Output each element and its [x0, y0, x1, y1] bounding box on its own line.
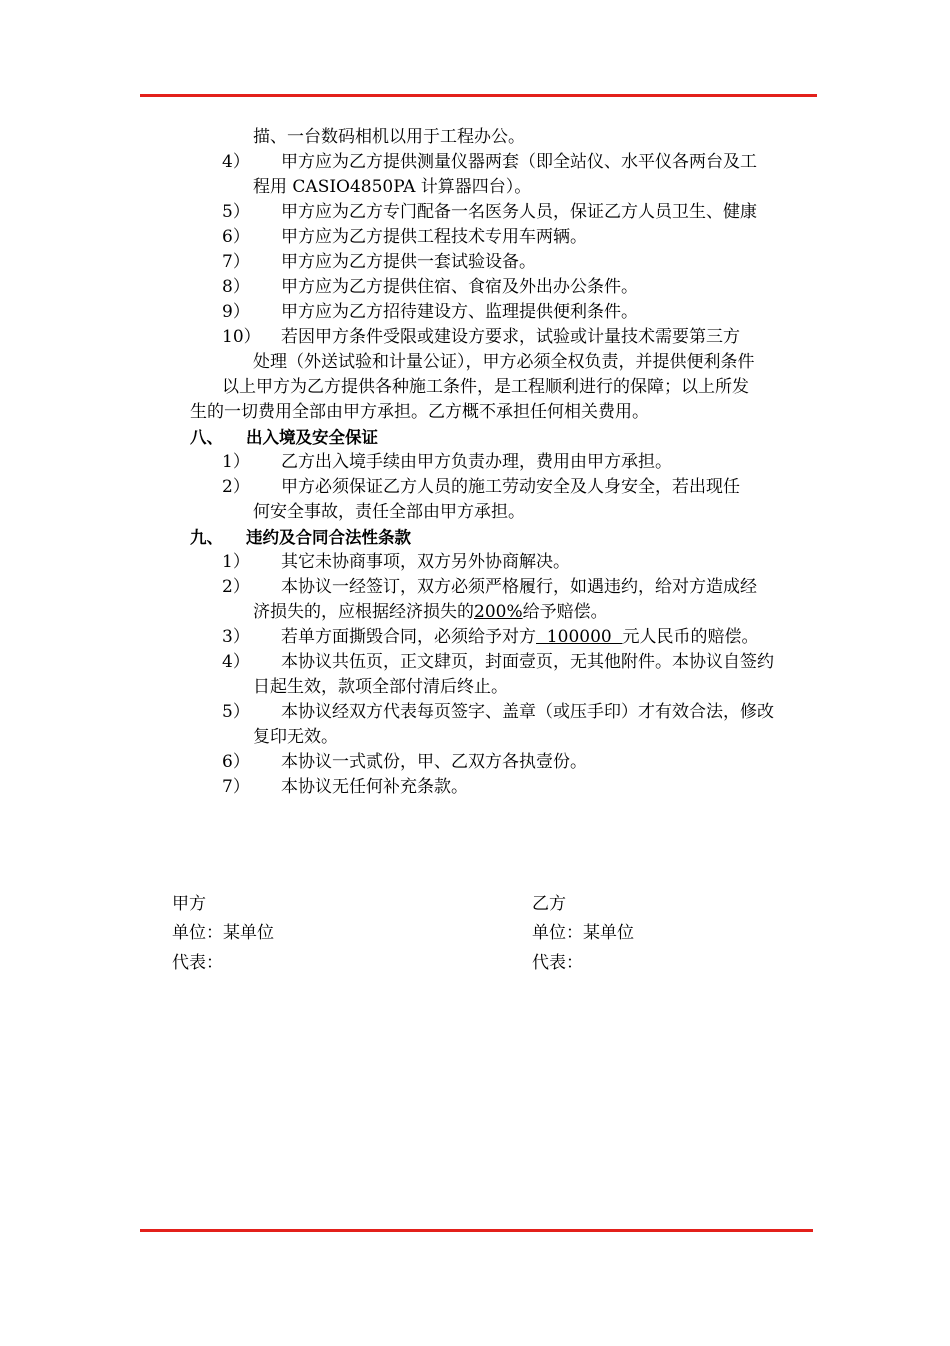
- section-number: 八、: [190, 428, 223, 447]
- item-text: 甲方应为乙方提供一套试验设备。: [281, 252, 536, 272]
- section-number: 九、: [190, 528, 223, 547]
- summary-paragraph: 以上甲方为乙方提供各种施工条件，是工程顺利进行的保障；以上所发: [222, 377, 749, 397]
- item-text: 本协议一式贰份，甲、乙双方各执壹份。: [281, 752, 587, 772]
- item-text: 程用 CASIO4850PA 计算器四台）。: [253, 177, 532, 197]
- summary-paragraph: 生的一切费用全部由甲方承担。乙方概不承担任何相关费用。: [190, 402, 649, 422]
- item-text: 本协议共伍页，正文肆页，封面壹页，无其他附件。本协议自签约: [281, 652, 774, 672]
- section-heading: 出入境及安全保证: [246, 428, 378, 447]
- item-text: [253, 600, 608, 625]
- party-b-representative: 代表：: [532, 953, 583, 973]
- item-number: 4）: [222, 152, 250, 172]
- item-number: 2）: [222, 477, 250, 497]
- item-text: 甲方应为乙方招待建设方、监理提供便利条件。: [281, 302, 638, 322]
- item-text: 甲方应为乙方提供住宿、食宿及外出办公条件。: [281, 277, 638, 297]
- item-text: 本协议一经签订，双方必须严格履行，如遇违约，给对方造成经: [281, 577, 757, 597]
- item-text: 甲方应为乙方提供测量仪器两套（即全站仪、水平仪各两台及工: [281, 152, 757, 172]
- penalty-rate: 200%: [474, 602, 523, 622]
- header-rule: [140, 94, 817, 97]
- item-text: 本协议经双方代表每页签字、盖章（或压手印）才有效合法，修改: [281, 702, 774, 722]
- item-number: 4）: [222, 652, 250, 672]
- item-number: 10）: [222, 327, 261, 347]
- party-b-title: 乙方: [532, 894, 566, 914]
- item-text: 本协议无任何补充条款。: [281, 777, 468, 797]
- footer-rule: [140, 1229, 813, 1232]
- item-text: [281, 625, 759, 650]
- item-number: 2）: [222, 577, 250, 597]
- item-number: 3）: [222, 627, 250, 647]
- item-number: 8）: [222, 277, 250, 297]
- party-a-title: 甲方: [172, 894, 206, 914]
- penalty-amount: 100000: [536, 627, 623, 647]
- item-text: 甲方应为乙方专门配备一名医务人员，保证乙方人员卫生、健康: [281, 202, 757, 222]
- section-heading: 违约及合同合法性条款: [246, 528, 411, 547]
- item-text: 甲方应为乙方提供工程技术专用车两辆。: [281, 227, 587, 247]
- item-number: 1）: [222, 552, 250, 572]
- item-number: 6）: [222, 752, 250, 772]
- item-number: 5）: [222, 702, 250, 722]
- item-number: 9）: [222, 302, 250, 322]
- item-number: 6）: [222, 227, 250, 247]
- item-text: 其它未协商事项，双方另外协商解决。: [281, 552, 570, 572]
- item-number: 1）: [222, 452, 250, 472]
- party-b-unit: 单位：某单位: [532, 923, 634, 943]
- item-text-part: 济损失的，应根据经济损失的: [253, 602, 474, 622]
- item-number: 7）: [222, 252, 250, 272]
- party-a-representative: 代表：: [172, 953, 223, 973]
- item-number: 5）: [222, 202, 250, 222]
- item-text: 处理（外送试验和计量公证），甲方必须全权负责，并提供便利条件: [253, 352, 755, 372]
- item-text-part: 给予赔偿。: [522, 602, 608, 622]
- item-text: 乙方出入境手续由甲方负责办理，费用由甲方承担。: [281, 452, 672, 472]
- party-a-unit: 单位：某单位: [172, 923, 274, 943]
- continuation-line: 描、一台数码相机以用于工程办公。: [253, 127, 525, 147]
- item-text: 甲方必须保证乙方人员的施工劳动安全及人身安全，若出现任: [281, 477, 740, 497]
- item-text-part: 若单方面撕毁合同，必须给予对方: [281, 627, 536, 647]
- item-number: 7）: [222, 777, 250, 797]
- item-text-part: 元人民币的赔偿。: [622, 627, 759, 647]
- item-text: 若因甲方条件受限或建设方要求，试验或计量技术需要第三方: [281, 327, 740, 347]
- item-text: 日起生效，款项全部付清后终止。: [253, 677, 508, 697]
- item-text: 复印无效。: [253, 727, 338, 747]
- item-text: 何安全事故，责任全部由甲方承担。: [253, 502, 525, 522]
